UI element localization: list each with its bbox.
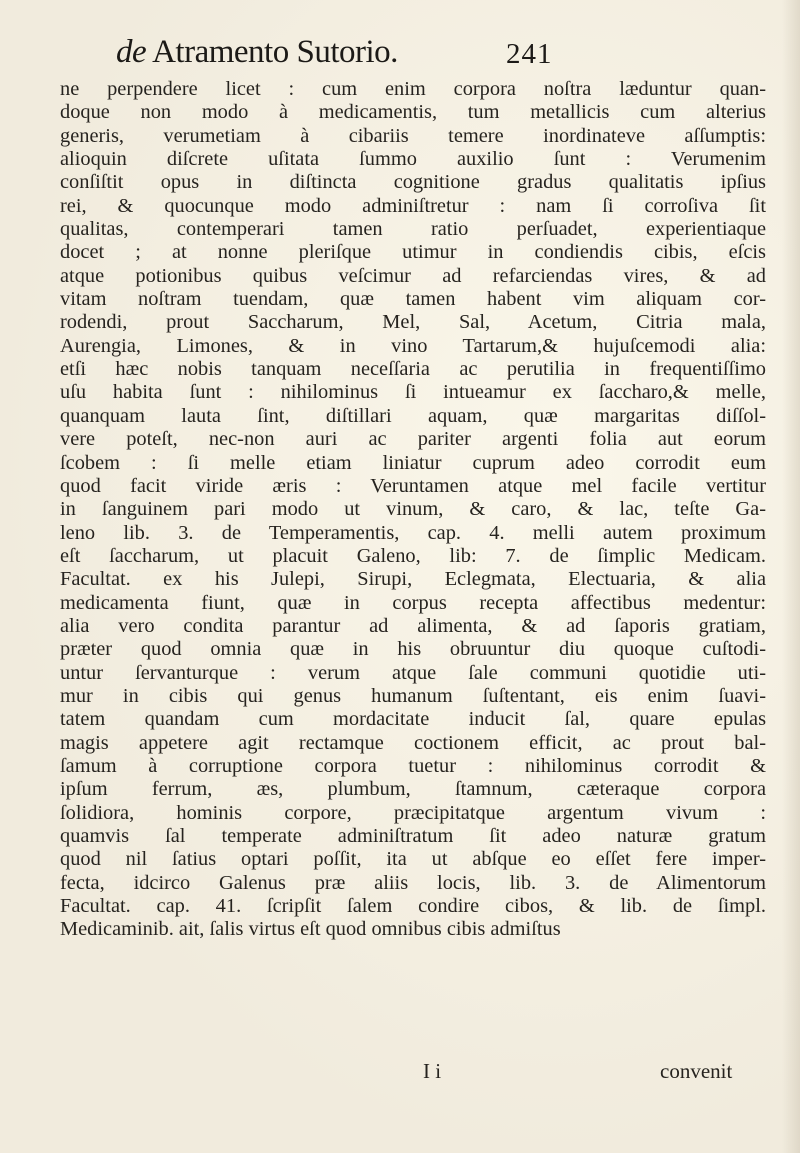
text-line: conſiſtit opus in diſtincta cognitione gradus qualitatis ipſius (60, 171, 766, 194)
text-line: vitam noſtram tuendam, quæ tamen habent vim aliquam cor- (60, 288, 766, 311)
text-line: ipſum ferrum, æs, plumbum, ſtamnum, cæteraque corpora (60, 778, 766, 801)
text-line: rei, & quocunque modo adminiſtretur : nam ſi corroſiva ſit (60, 194, 766, 217)
body-text (60, 78, 766, 942)
text-line: ne perpendere licet : cum enim corpora noſtra læduntur quan- (60, 78, 766, 100)
text-line: qualitas, contemperari tamen ratio perſuadet, experientiaque (60, 218, 766, 241)
signature-mark: I i (423, 1059, 442, 1083)
text-line: medicamenta fiunt, quæ in corpus recepta affectibus medentur: (60, 591, 766, 614)
text-line: quamvis ſal temperate adminiſtratum ſit adeo naturæ gratum (60, 825, 766, 847)
page-edge-shadow (782, 0, 800, 1153)
text-line: docet ; at nonne pleriſque utimur in condiendis cibis, eſcis (60, 241, 766, 264)
text-line: doque non modo à medicamentis, tum metallicis cum alterius (60, 101, 766, 124)
running-title-main: Atramento Sutorio. (152, 34, 398, 70)
text-line: Facultat. ex his Julepi, Sirupi, Eclegmata, Electuaria, & alia (60, 568, 766, 591)
text-line: untur ſervanturque : verum atque ſale communi quotidie uti- (60, 661, 766, 684)
text-line: uſu habita ſunt : nihilominus ſi intueamur ex ſaccharo,& melle, (60, 381, 766, 404)
text-line: tatem quandam cum mordacitate inducit ſal, quare epulas (60, 708, 766, 731)
running-title (116, 34, 398, 71)
text-line: quod facit viride æris : Veruntamen atque mel facile vertitur (60, 474, 766, 497)
text-line: Medicaminib. ait, ſalis virtus eſt quod omnibus cibis admiſtus (60, 918, 561, 941)
text-line: mur in cibis qui genus humanum ſuſtentant, eis enim ſuavi- (60, 684, 766, 707)
text-line: ſamum à corruptione corpora tuetur : nihilominus corrodit & (60, 754, 766, 777)
page-header (60, 30, 760, 74)
running-title-prefix: de (116, 34, 147, 70)
text-line: leno lib. 3. de Temperamentis, cap. 4. melli autem proximum (60, 521, 766, 544)
page-number: 241 (506, 38, 553, 70)
text-line: fecta, idcirco Galenus præ aliis locis, lib. 3. de Alimentorum (60, 871, 766, 894)
text-line: atque potionibus quibus veſcimur ad refarciendas vires, & ad (60, 264, 766, 287)
catchword: convenit (660, 1059, 733, 1083)
text-line: etſi hæc nobis tanquam neceſſaria ac perutilia in frequentiſſimo (60, 358, 766, 381)
text-line: alia vero condita parantur ad alimenta, & ad ſaporis gratiam, (60, 614, 766, 637)
text-line: Aurengia, Limones, & in vino Tartarum,& hujuſcemodi alia: (60, 334, 766, 357)
text-line: in ſanguinem pari modo ut vinum, & caro, & lac, teſte Ga- (60, 498, 766, 521)
text-line: generis, verumetiam à cibariis temere inordinateve aſſumptis: (60, 124, 766, 147)
text-line: alioquin diſcrete uſitata ſummo auxilio ſunt : Verumenim (60, 148, 766, 171)
text-line: quanquam lauta ſint, diſtillari aquam, quæ margaritas diſſol- (60, 404, 766, 427)
text-line: Facultat. cap. 41. ſcripſit ſalem condire cibos, & lib. de ſimpl. (60, 895, 766, 918)
text-line: magis appetere agit rectamque coctionem efficit, ac prout bal- (60, 731, 766, 754)
text-line: ſolidiora, hominis corpore, præcipitatque argentum vivum : (60, 801, 766, 824)
text-line: quod nil ſatius optari poſſit, ita ut abſque eo eſſet fere imper- (60, 848, 766, 871)
text-line: præter quod omnia quæ in his obruuntur diu quoque cuſtodi- (60, 638, 766, 661)
text-line: vere poteſt, nec-non auri ac pariter argenti folia aut eorum (60, 428, 766, 451)
text-line: ſcobem : ſi melle etiam liniatur cuprum adeo corrodit eum (60, 451, 766, 474)
text-line: rodendi, prout Saccharum, Mel, Sal, Acetum, Citria mala, (60, 311, 766, 334)
text-line: eſt ſaccharum, ut placuit Galeno, lib: 7. de ſimplic Medicam. (60, 544, 766, 567)
